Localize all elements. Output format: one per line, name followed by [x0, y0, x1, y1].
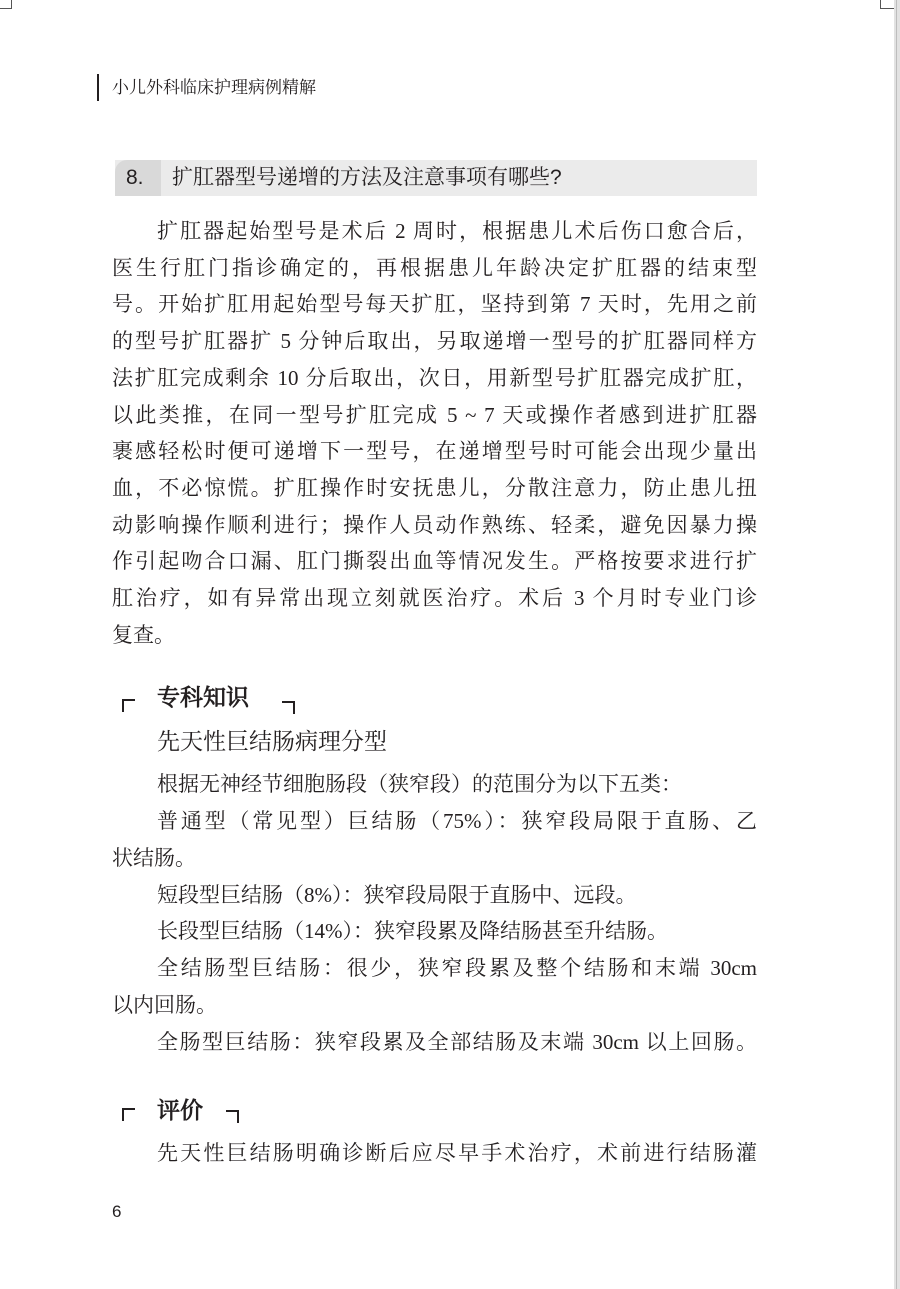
section-bracket-right	[226, 1110, 239, 1123]
evaluation-body	[112, 1135, 757, 1172]
evaluation-line: 先天性巨结肠明确诊断后应尽早手术治疗，术前进行结肠灌	[157, 1141, 757, 1165]
question-title: 扩肛器型号递增的方法及注意事项有哪些?	[172, 166, 562, 189]
answer-line: 医生行肛门指诊确定的，再根据患儿年龄决定扩肛器的结束型	[112, 255, 757, 280]
specialty-heading: 专科知识	[157, 684, 249, 710]
specialty-body	[112, 766, 757, 1061]
answer-line: 裹感轻松时便可递增下一型号，在递增型号时可能会出现少量出	[112, 439, 757, 464]
specialty-line: 以内回肠。	[112, 993, 217, 1018]
specialty-line: 短段型巨结肠（8%）：狭窄段局限于直肠中、远段。	[157, 882, 637, 907]
evaluation-heading: 评价	[157, 1097, 203, 1123]
answer-line: 号。开始扩肛用起始型号每天扩肛，坚持到第 7 天时，先用之前	[112, 292, 757, 317]
specialty-line: 普通型（常见型）巨结肠（75%）：狭窄段局限于直肠、乙	[157, 808, 757, 833]
crop-mark-top-right-vertical	[880, 0, 881, 9]
answer-line: 血，不必惊慌。扩肛操作时安抚患儿，分散注意力，防止患儿扭	[112, 476, 757, 501]
specialty-subtitle: 先天性巨结肠病理分型	[157, 728, 387, 754]
running-header-title: 小儿外科临床护理病例精解	[112, 78, 316, 97]
answer-paragraph	[112, 213, 757, 654]
question-number: 8.	[126, 166, 144, 189]
crop-mark-top-left-vertical	[11, 0, 12, 9]
answer-line: 扩肛器起始型号是术后 2 周时，根据患儿术后伤口愈合后，	[157, 219, 757, 243]
answer-line: 动影响操作顺利进行；操作人员动作熟练、轻柔，避免因暴力操	[112, 512, 757, 537]
crop-mark-top-right-horizontal	[880, 8, 894, 9]
specialty-line: 全肠型巨结肠：狭窄段累及全部结肠及末端 30cm 以上回肠。	[157, 1030, 757, 1055]
section-bracket-left	[122, 1108, 135, 1121]
section-bracket-left	[122, 699, 135, 712]
answer-line: 法扩肛完成剩余 10 分后取出，次日，用新型号扩肛器完成扩肛，	[112, 365, 757, 390]
answer-line: 肛治疗，如有异常出现立刻就医治疗。术后 3 个月时专业门诊	[112, 586, 757, 611]
answer-line: 作引起吻合口漏、肛门撕裂出血等情况发生。严格按要求进行扩	[112, 549, 757, 574]
specialty-line: 长段型巨结肠（14%）：狭窄段累及降结肠甚至升结肠。	[157, 919, 668, 944]
page-number: 6	[112, 1202, 122, 1221]
specialty-line: 全结肠型巨结肠：很少，狭窄段累及整个结肠和末端 30cm	[157, 956, 757, 981]
page-edge-shadow	[894, 0, 900, 1289]
section-bracket-right	[282, 701, 295, 714]
crop-mark-top-left-horizontal	[0, 8, 11, 9]
running-header-bar	[97, 74, 99, 101]
answer-line: 复查。	[112, 622, 175, 647]
answer-line: 以此类推，在同一型号扩肛完成 5 ~ 7 天或操作者感到进扩肛器	[112, 402, 757, 427]
page-edge-line	[896, 0, 897, 1289]
specialty-line: 根据无神经节细胞肠段（狭窄段）的范围分为以下五类：	[157, 772, 682, 796]
specialty-line: 状结肠。	[112, 845, 196, 870]
answer-line: 的型号扩肛器扩 5 分钟后取出，另取递增一型号的扩肛器同样方	[112, 329, 757, 354]
